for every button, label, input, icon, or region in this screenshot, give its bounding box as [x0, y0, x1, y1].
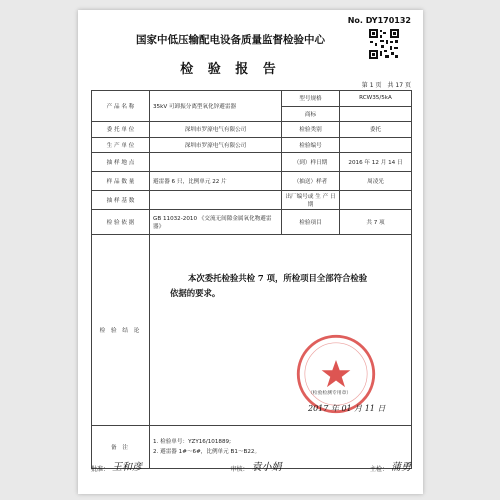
client-label: 委 托 单 位 [92, 122, 150, 138]
sampling-place-value [150, 153, 282, 172]
base-qty-value [150, 191, 282, 210]
conclusion-cell [150, 235, 412, 426]
serial-value [340, 191, 412, 210]
remark-line-1: 1. 检验单号：YZY16/101889; [153, 439, 231, 445]
author-name: 蒲勇 [390, 462, 411, 473]
test-type-label: 检验类别 [282, 122, 340, 138]
client-value: 深圳市罗濠电气有限公司 [150, 122, 282, 138]
report-number: No. DY170132 [347, 16, 411, 25]
report-title: 检 验 报 告 [180, 62, 281, 77]
arrival-date-value: 2016 年 12 月 14 日 [340, 153, 412, 172]
signature-bar [91, 458, 411, 473]
organization-name: 国家中低压输配电设备质量监督检验中心 [136, 34, 325, 46]
trademark-label: 商标 [282, 106, 340, 122]
model-value: RCW35/5kA [340, 91, 412, 107]
serial-label: 出厂编号或 生 产 日 期 [282, 191, 340, 210]
approver-signature: 批准： 王和彦 [91, 458, 142, 473]
remark-line-2: 2. 避雷器 1#～6#，比例单元 B1～B22。 [153, 449, 261, 455]
conclusion-text: 本次委托检验共检 7 项，所检项目全部符合检验依据的要求。 [170, 273, 368, 298]
reviewer-name: 袁小娟 [251, 462, 282, 473]
product-name-label: 产 品 名 称 [92, 91, 150, 122]
remark-label: 备 注 [92, 426, 150, 469]
arrival-date-label: （到）样日期 [282, 153, 340, 172]
trademark-value [340, 106, 412, 122]
reviewer-signature: 审核： 袁小娟 [230, 458, 281, 473]
basis-label: 检 验 依 据 [92, 210, 150, 235]
report-page [78, 10, 423, 494]
items-value: 共 7 项 [340, 210, 412, 235]
manufacturer-value: 深圳市罗濠电气有限公司 [150, 137, 282, 153]
page-count: 第 1 页 共 17 页 [361, 82, 411, 89]
seal-label: （检验检测专用章） [308, 391, 352, 396]
qr-code-icon [368, 28, 400, 60]
manufacturer-label: 生 产 单 位 [92, 137, 150, 153]
model-label: 型号规格 [282, 91, 340, 107]
report-info-table [91, 90, 412, 469]
sign-date: 2017 年 01 月 11 日 [308, 404, 386, 413]
sender-label: （抽送）样者 [282, 172, 340, 191]
basis-value: GB 11032-2010 《交流无间隙金属氧化物避雷器》 [150, 210, 282, 235]
items-label: 检验项目 [282, 210, 340, 235]
approver-name: 王和彦 [112, 462, 143, 473]
base-qty-label: 抽 样 基 数 [92, 191, 150, 210]
test-no-value [340, 137, 412, 153]
test-no-label: 检验编号 [282, 137, 340, 153]
sample-qty-value: 避雷器 6 只，比例单元 22 片 [150, 172, 282, 191]
sender-value: 周凌光 [340, 172, 412, 191]
author-signature: 主检： 蒲勇 [370, 458, 411, 473]
conclusion-label: 检 验 结 论 [92, 235, 150, 426]
test-type-value: 委托 [340, 122, 412, 138]
product-name: 35kV 可卸振分离型氧化锌避雷器 [150, 91, 282, 122]
sample-qty-label: 样 品 数 量 [92, 172, 150, 191]
sampling-place-label: 抽 样 地 点 [92, 153, 150, 172]
